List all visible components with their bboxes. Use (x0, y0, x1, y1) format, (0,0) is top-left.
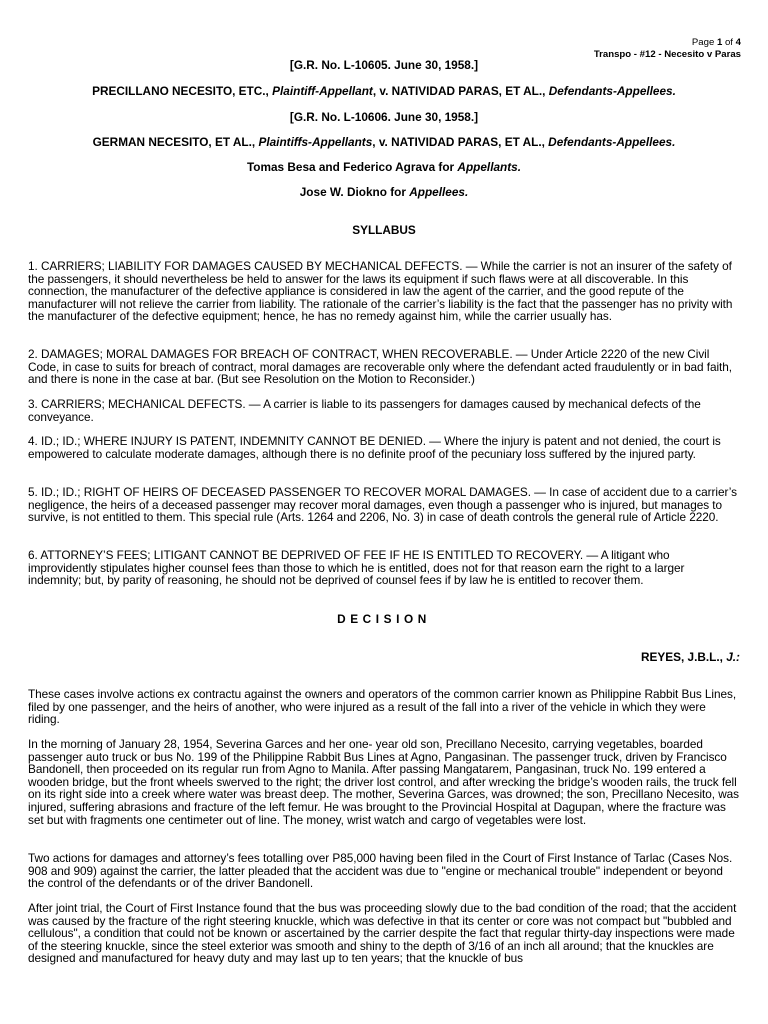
syllabus-item-1: 1. CARRIERS; LIABILITY FOR DAMAGES CAUSED BY MECHANICAL DEFECTS. — While the carrier is not an insurer of the safety of the passengers, it should nevertheless be held to answer for the laws its equipment if such flaws were at all discoverable. In this connection, the manufacturer of the defective appliance is considered in law the agent of the carrier, and the good repute of the manufacturer will not relieve the carrier from liability. The rationale of the carrier’s liability is the fact that the passenger has no privity with the manufacturer of the defective equipment; hence, he has no remedy against him, while the carrier usually has. (28, 259, 733, 324)
decision-paragraph-4: After joint trial, the Court of First Instance found that the bus was proceeding slowly due to the bad condition of the road; that the accident was caused by the fracture of the right steering knuckle, which was defective in that its center or core was not compact but "bubbled and cellulous", a condition that could not be known or ascertained by the carrier despite the fact that regular thirty-day inspections were made of the steering knuckle, since the steel exterior was smooth and shiny to the depth of 3/16 of an inch all around; that the knuckles are designed and manufactured for heavy duty and may last up to ten years; that the knuckle of bus (28, 901, 737, 966)
syllabus-item-6: 6. ATTORNEY’S FEES; LITIGANT CANNOT BE DEPRIVED OF FEE IF HE IS ENTITLED TO RECOVERY. — A litigant who improvidently stipulates higher counsel fees than those to which he is entitled, does not for that reason earn the right to a larger indemnity; but, by parity of reasoning, he should not be deprived of counsel fees if by law he is entitled to recover them. (28, 548, 685, 588)
decision-heading: DECISION (337, 612, 431, 626)
counsel-appellants (28, 160, 740, 174)
gr-number-1: [G.R. No. L-10605. June 30, 1958.] (289, 58, 479, 72)
syllabus-item-2: 2. DAMAGES; MORAL DAMAGES FOR BREACH OF CONTRACT, WHEN RECOVERABLE. — Under Article 2220 of the new Civil Code, in case to suits for breach of contract, moral damages are recoverable only where the defendant acted fraudulently or in bad faith, and there is none in the case at bar. (But see Resolution on the Motion to Reconsider.) (28, 347, 732, 387)
syllabus-item-5-wrap (28, 486, 740, 524)
case-title-1 (28, 84, 740, 98)
syllabus-item-3: 3. CARRIERS; MECHANICAL DEFECTS. — A carrier is liable to its passengers for damages caused by mechanical defects of the conveyance. (28, 397, 701, 424)
decision-heading-wrap (28, 612, 740, 626)
counsel1-names: Tomas Besa and Federico Agrava for (246, 160, 455, 174)
case1-role2: Defendants-Appellees. (548, 84, 676, 98)
decision-paragraph-1: These cases involve actions ex contractu against the owners and operators of the common carrier known as Philippine Rabbit Bus Lines, filed by one passenger, and the heirs of another, who were injured as a result of the fall into a river of the vehicle in which they were riding. (28, 687, 737, 727)
syllabus-heading: SYLLABUS (352, 223, 416, 237)
document-reference: Transpo - #12 - Necesito v Paras (593, 48, 741, 60)
ponente-name: REYES, J.B.L., (640, 650, 723, 664)
decision-paragraph-1-wrap (28, 688, 740, 726)
syllabus-item-3-wrap (28, 398, 740, 423)
counsel1-role: Appellants. (457, 160, 522, 174)
gr-number-2-wrap (28, 110, 740, 124)
decision-paragraph-2: In the morning of January 28, 1954, Severina Garces and her one- year old son, Precillano Necesito, carrying vegetables, boarded passenger auto truck or bus No. 199 of the Philippine Rabbit Bus Lines at Agno, Pangasinan. The passenger truck, driven by Francisco Bandonell, then proceeded on its regular run from Agno to Manila. After passing Mangatarem, Pangasinan, truck No. 199 entered a wooden bridge, but the front wheels swerved to the right; the driver lost control, and after wrecking the bridge’s wooden rails, the truck fell on its right side into a creek where water was breast deep. The mother, Severina Garces, was drowned; the son, Precillano Necesito, was injured, suffering abrasions and fracture of the left femur. He was brought to the Provincial Hospital at Dagupan, where the fracture was set but with fragments one centimeter out of line. The money, wrist watch and cargo of vegetables were lost. (28, 737, 740, 827)
case2-party1: GERMAN NECESITO, ET AL., (92, 135, 256, 149)
ponente-wrap (28, 650, 740, 664)
decision-paragraph-4-wrap (28, 902, 740, 965)
case2-role1: Plaintiffs-Appellants (258, 135, 373, 149)
page-of: of (724, 37, 733, 48)
ponente-title: J.: (726, 650, 740, 664)
page-header (594, 37, 741, 60)
page-prefix: Page (691, 37, 715, 48)
counsel2-role: Appellees. (409, 185, 469, 199)
decision-paragraph-3: Two actions for damages and attorney’s fees totalling over P85,000 having been filed in the Court of First Instance of Tarlac (Cases Nos. 908 and 909) against the carrier, the latter pleaded that the accident was due to "engine or mechanical trouble" independent or beyond the control of the defendants or of the driver Bandonell. (28, 851, 733, 891)
decision-paragraph-3-wrap (28, 852, 740, 890)
syllabus-item-2-wrap (28, 348, 740, 386)
case1-vs: , v. NATIVIDAD PARAS, ET AL., (372, 84, 546, 98)
case1-party1: PRECILLANO NECESITO, ETC., (92, 84, 269, 98)
counsel2-names: Jose W. Diokno for (299, 185, 406, 199)
syllabus-item-5: 5. ID.; ID.; RIGHT OF HEIRS OF DECEASED PASSENGER TO RECOVER MORAL DAMAGES. — In case of accident due to a carrier’s negligence, the heirs of a deceased passenger may recover moral damages, even though a passenger who is injured, but manages to survive, is not entitled to them. This special rule (Arts. 1264 and 2206, No. 3) in case of death controls the general rule of Article 2220. (28, 485, 737, 525)
page-total: 4 (735, 37, 741, 48)
syllabus-item-4: 4. ID.; ID.; WHERE INJURY IS PATENT, INDEMNITY CANNOT BE DENIED. — Where the injury is patent and not denied, the court is empowered to calculate moderate damages, although there is no definite proof of the pecuniary loss suffered by the injured party. (28, 434, 721, 461)
case2-role2: Defendants-Appellees. (548, 135, 676, 149)
decision-paragraph-2-wrap (28, 738, 740, 826)
syllabus-item-1-wrap (28, 260, 740, 323)
ponente (28, 650, 740, 664)
case-title-2 (28, 135, 740, 149)
syllabus-heading-wrap (28, 223, 740, 237)
syllabus-item-6-wrap (28, 549, 740, 587)
counsel-appellees (28, 185, 740, 199)
page-number: 1 (716, 37, 723, 48)
gr-number-2: [G.R. No. L-10606. June 30, 1958.] (289, 110, 479, 124)
case-caption (28, 58, 740, 72)
case2-vs: , v. NATIVIDAD PARAS, ET AL., (372, 135, 545, 149)
case1-role1: Plaintiff-Appellant (272, 84, 373, 98)
syllabus-item-4-wrap (28, 435, 740, 460)
page-counter (594, 37, 741, 49)
